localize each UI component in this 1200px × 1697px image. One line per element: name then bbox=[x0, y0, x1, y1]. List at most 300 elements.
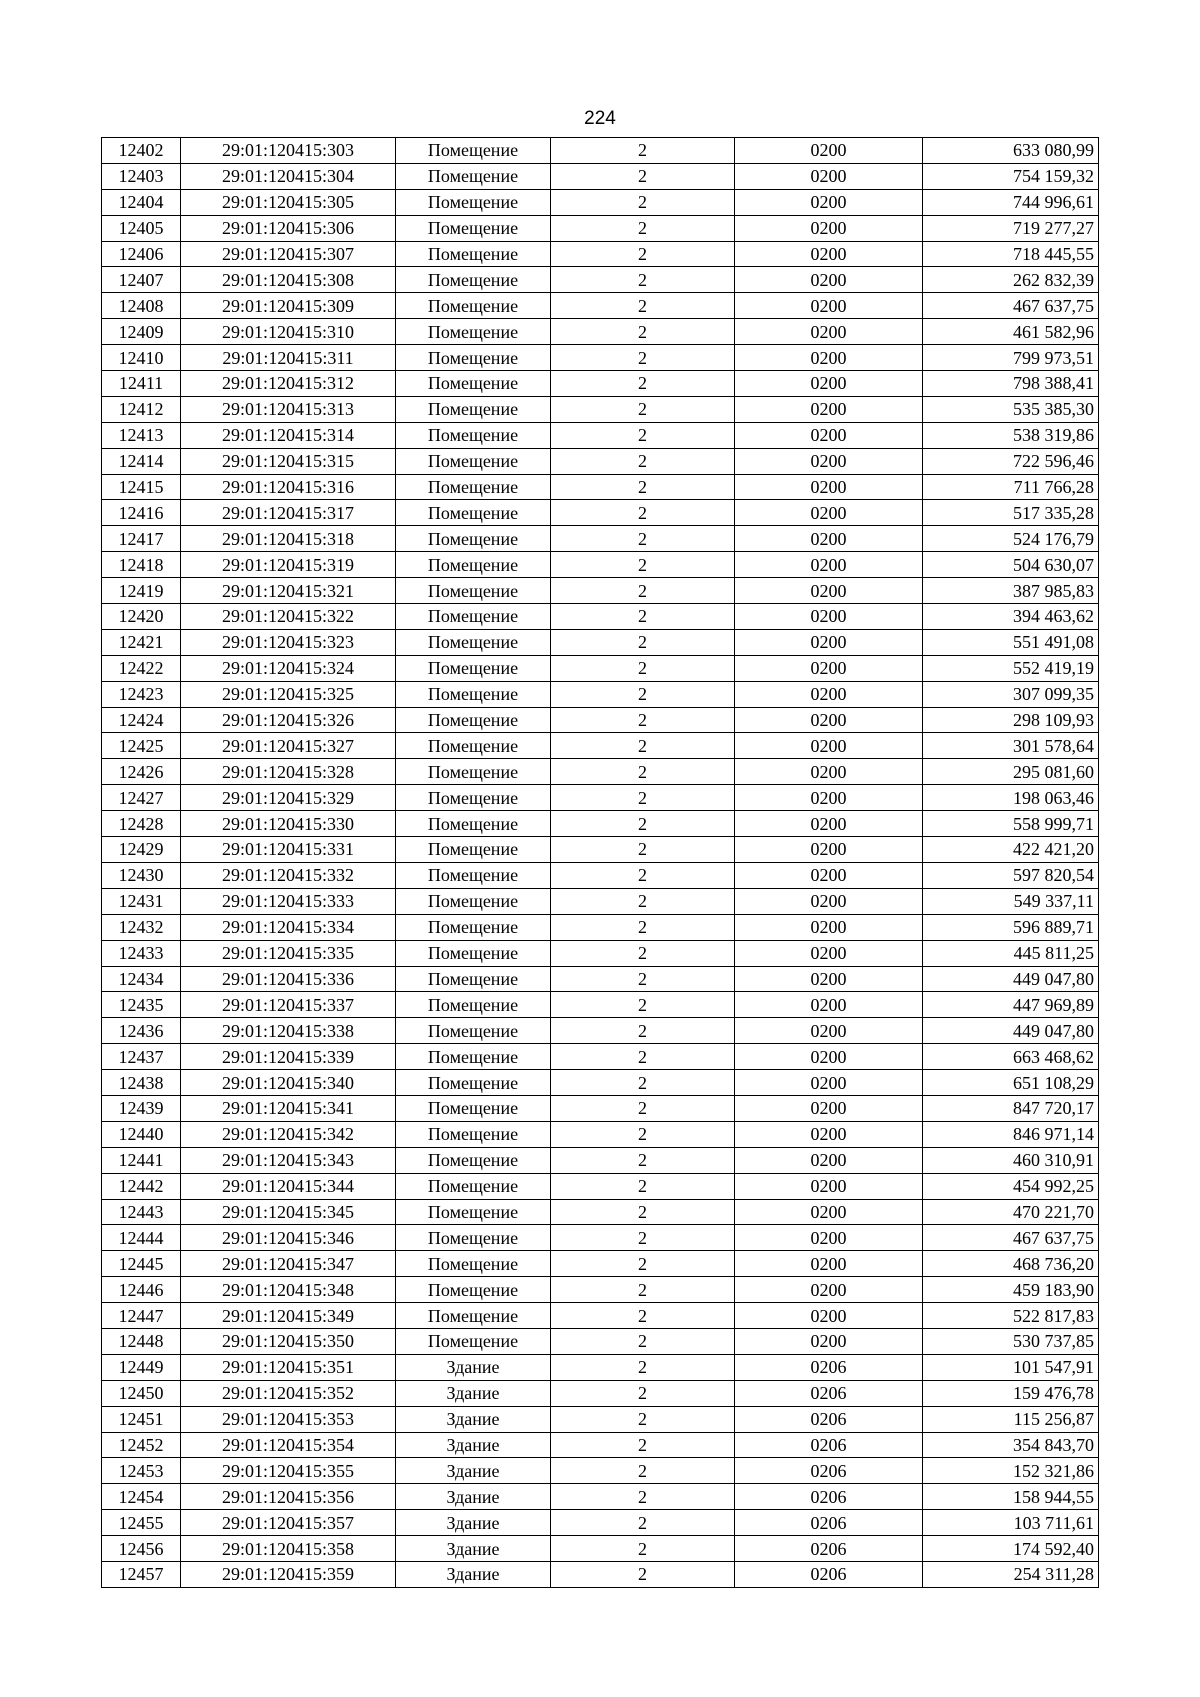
table-row bbox=[102, 163, 1099, 189]
code-cell: 0206 bbox=[735, 1536, 923, 1562]
cadastral-number-cell: 29:01:120415:315 bbox=[181, 448, 396, 474]
table-row bbox=[102, 966, 1099, 992]
row-number-cell: 12448 bbox=[102, 1328, 181, 1354]
cadastral-number-cell: 29:01:120415:336 bbox=[181, 966, 396, 992]
count-cell: 2 bbox=[551, 526, 735, 552]
count-cell: 2 bbox=[551, 1536, 735, 1562]
cadastral-value-cell: 744 996,61 bbox=[923, 189, 1099, 215]
row-number-cell: 12456 bbox=[102, 1536, 181, 1562]
row-number-cell: 12407 bbox=[102, 267, 181, 293]
object-type-cell: Помещение bbox=[396, 966, 551, 992]
object-type-cell: Помещение bbox=[396, 681, 551, 707]
code-cell: 0200 bbox=[735, 267, 923, 293]
cadastral-value-cell: 522 817,83 bbox=[923, 1303, 1099, 1329]
cadastral-number-cell: 29:01:120415:321 bbox=[181, 578, 396, 604]
cadastral-value-cell: 551 491,08 bbox=[923, 629, 1099, 655]
cadastral-number-cell: 29:01:120415:340 bbox=[181, 1070, 396, 1096]
cadastral-number-cell: 29:01:120415:358 bbox=[181, 1536, 396, 1562]
table-row bbox=[102, 1018, 1099, 1044]
cadastral-number-cell: 29:01:120415:339 bbox=[181, 1044, 396, 1070]
row-number-cell: 12442 bbox=[102, 1173, 181, 1199]
code-cell: 0200 bbox=[735, 811, 923, 837]
table-row bbox=[102, 1147, 1099, 1173]
cadastral-value-cell: 307 099,35 bbox=[923, 681, 1099, 707]
cadastral-value-cell: 174 592,40 bbox=[923, 1536, 1099, 1562]
cadastral-number-cell: 29:01:120415:324 bbox=[181, 655, 396, 681]
row-number-cell: 12446 bbox=[102, 1277, 181, 1303]
table-row bbox=[102, 293, 1099, 319]
table-row bbox=[102, 681, 1099, 707]
count-cell: 2 bbox=[551, 1251, 735, 1277]
table-row bbox=[102, 785, 1099, 811]
object-type-cell: Помещение bbox=[396, 1095, 551, 1121]
code-cell: 0200 bbox=[735, 474, 923, 500]
row-number-cell: 12405 bbox=[102, 215, 181, 241]
code-cell: 0200 bbox=[735, 707, 923, 733]
table-row bbox=[102, 319, 1099, 345]
object-type-cell: Здание bbox=[396, 1510, 551, 1536]
page-number: 224 bbox=[584, 108, 616, 129]
cadastral-number-cell: 29:01:120415:311 bbox=[181, 345, 396, 371]
cadastral-number-cell: 29:01:120415:338 bbox=[181, 1018, 396, 1044]
count-cell: 2 bbox=[551, 1147, 735, 1173]
row-number-cell: 12408 bbox=[102, 293, 181, 319]
row-number-cell: 12453 bbox=[102, 1458, 181, 1484]
object-type-cell: Помещение bbox=[396, 759, 551, 785]
cadastral-number-cell: 29:01:120415:314 bbox=[181, 422, 396, 448]
row-number-cell: 12436 bbox=[102, 1018, 181, 1044]
cadastral-value-cell: 558 999,71 bbox=[923, 811, 1099, 837]
code-cell: 0200 bbox=[735, 1095, 923, 1121]
count-cell: 2 bbox=[551, 681, 735, 707]
row-number-cell: 12410 bbox=[102, 345, 181, 371]
table-row bbox=[102, 1380, 1099, 1406]
code-cell: 0200 bbox=[735, 578, 923, 604]
code-cell: 0200 bbox=[735, 1121, 923, 1147]
cadastral-number-cell: 29:01:120415:332 bbox=[181, 862, 396, 888]
code-cell: 0206 bbox=[735, 1561, 923, 1587]
count-cell: 2 bbox=[551, 1070, 735, 1096]
code-cell: 0200 bbox=[735, 319, 923, 345]
cadastral-number-cell: 29:01:120415:304 bbox=[181, 163, 396, 189]
count-cell: 2 bbox=[551, 189, 735, 215]
count-cell: 2 bbox=[551, 966, 735, 992]
cadastral-number-cell: 29:01:120415:355 bbox=[181, 1458, 396, 1484]
cadastral-number-cell: 29:01:120415:303 bbox=[181, 138, 396, 164]
row-number-cell: 12415 bbox=[102, 474, 181, 500]
row-number-cell: 12421 bbox=[102, 629, 181, 655]
object-type-cell: Помещение bbox=[396, 914, 551, 940]
table-row bbox=[102, 1406, 1099, 1432]
code-cell: 0200 bbox=[735, 500, 923, 526]
object-type-cell: Помещение bbox=[396, 422, 551, 448]
count-cell: 2 bbox=[551, 1044, 735, 1070]
code-cell: 0200 bbox=[735, 1147, 923, 1173]
count-cell: 2 bbox=[551, 1095, 735, 1121]
code-cell: 0200 bbox=[735, 629, 923, 655]
row-number-cell: 12450 bbox=[102, 1380, 181, 1406]
count-cell: 2 bbox=[551, 837, 735, 863]
row-number-cell: 12441 bbox=[102, 1147, 181, 1173]
cadastral-value-cell: 454 992,25 bbox=[923, 1173, 1099, 1199]
code-cell: 0200 bbox=[735, 1173, 923, 1199]
table-row bbox=[102, 241, 1099, 267]
cadastral-value-cell: 524 176,79 bbox=[923, 526, 1099, 552]
cadastral-value-cell: 158 944,55 bbox=[923, 1484, 1099, 1510]
count-cell: 2 bbox=[551, 422, 735, 448]
cadastral-number-cell: 29:01:120415:326 bbox=[181, 707, 396, 733]
cadastral-value-cell: 719 277,27 bbox=[923, 215, 1099, 241]
table-row bbox=[102, 811, 1099, 837]
count-cell: 2 bbox=[551, 163, 735, 189]
cadastral-number-cell: 29:01:120415:334 bbox=[181, 914, 396, 940]
table-row bbox=[102, 422, 1099, 448]
table-row bbox=[102, 345, 1099, 371]
table-row bbox=[102, 1044, 1099, 1070]
code-cell: 0200 bbox=[735, 552, 923, 578]
row-number-cell: 12433 bbox=[102, 940, 181, 966]
count-cell: 2 bbox=[551, 396, 735, 422]
count-cell: 2 bbox=[551, 914, 735, 940]
object-type-cell: Помещение bbox=[396, 1277, 551, 1303]
count-cell: 2 bbox=[551, 500, 735, 526]
table-row bbox=[102, 733, 1099, 759]
cadastral-number-cell: 29:01:120415:352 bbox=[181, 1380, 396, 1406]
object-type-cell: Помещение bbox=[396, 371, 551, 397]
cadastral-value-cell: 798 388,41 bbox=[923, 371, 1099, 397]
cadastral-number-cell: 29:01:120415:353 bbox=[181, 1406, 396, 1432]
code-cell: 0200 bbox=[735, 189, 923, 215]
cadastral-value-cell: 552 419,19 bbox=[923, 655, 1099, 681]
object-type-cell: Помещение bbox=[396, 1303, 551, 1329]
cadastral-value-cell: 459 183,90 bbox=[923, 1277, 1099, 1303]
count-cell: 2 bbox=[551, 785, 735, 811]
cadastral-number-cell: 29:01:120415:347 bbox=[181, 1251, 396, 1277]
count-cell: 2 bbox=[551, 1328, 735, 1354]
object-type-cell: Помещение bbox=[396, 1251, 551, 1277]
row-number-cell: 12429 bbox=[102, 837, 181, 863]
cadastral-number-cell: 29:01:120415:317 bbox=[181, 500, 396, 526]
cadastral-number-cell: 29:01:120415:316 bbox=[181, 474, 396, 500]
table-row bbox=[102, 1536, 1099, 1562]
count-cell: 2 bbox=[551, 1199, 735, 1225]
code-cell: 0206 bbox=[735, 1406, 923, 1432]
table-row bbox=[102, 1277, 1099, 1303]
cadastral-value-cell: 663 468,62 bbox=[923, 1044, 1099, 1070]
cadastral-number-cell: 29:01:120415:330 bbox=[181, 811, 396, 837]
code-cell: 0200 bbox=[735, 914, 923, 940]
row-number-cell: 12438 bbox=[102, 1070, 181, 1096]
cadastral-number-cell: 29:01:120415:337 bbox=[181, 992, 396, 1018]
code-cell: 0200 bbox=[735, 655, 923, 681]
object-type-cell: Помещение bbox=[396, 241, 551, 267]
object-type-cell: Помещение bbox=[396, 1070, 551, 1096]
cadastral-number-cell: 29:01:120415:312 bbox=[181, 371, 396, 397]
cadastral-value-cell: 298 109,93 bbox=[923, 707, 1099, 733]
cadastral-number-cell: 29:01:120415:327 bbox=[181, 733, 396, 759]
cadastral-value-cell: 847 720,17 bbox=[923, 1095, 1099, 1121]
table-row bbox=[102, 992, 1099, 1018]
count-cell: 2 bbox=[551, 1018, 735, 1044]
code-cell: 0200 bbox=[735, 163, 923, 189]
cadastral-number-cell: 29:01:120415:348 bbox=[181, 1277, 396, 1303]
code-cell: 0200 bbox=[735, 371, 923, 397]
table-row bbox=[102, 1328, 1099, 1354]
cadastral-number-cell: 29:01:120415:313 bbox=[181, 396, 396, 422]
cadastral-value-cell: 198 063,46 bbox=[923, 785, 1099, 811]
count-cell: 2 bbox=[551, 1121, 735, 1147]
cadastral-value-cell: 387 985,83 bbox=[923, 578, 1099, 604]
cadastral-value-cell: 504 630,07 bbox=[923, 552, 1099, 578]
count-cell: 2 bbox=[551, 215, 735, 241]
count-cell: 2 bbox=[551, 1458, 735, 1484]
object-type-cell: Здание bbox=[396, 1536, 551, 1562]
cadastral-number-cell: 29:01:120415:349 bbox=[181, 1303, 396, 1329]
cadastral-number-cell: 29:01:120415:359 bbox=[181, 1561, 396, 1587]
object-type-cell: Помещение bbox=[396, 396, 551, 422]
object-type-cell: Здание bbox=[396, 1561, 551, 1587]
row-number-cell: 12406 bbox=[102, 241, 181, 267]
object-type-cell: Помещение bbox=[396, 345, 551, 371]
code-cell: 0200 bbox=[735, 681, 923, 707]
cadastral-number-cell: 29:01:120415:323 bbox=[181, 629, 396, 655]
count-cell: 2 bbox=[551, 707, 735, 733]
cadastral-value-cell: 517 335,28 bbox=[923, 500, 1099, 526]
object-type-cell: Помещение bbox=[396, 655, 551, 681]
object-type-cell: Здание bbox=[396, 1432, 551, 1458]
table-row bbox=[102, 1095, 1099, 1121]
cadastral-value-cell: 467 637,75 bbox=[923, 293, 1099, 319]
code-cell: 0200 bbox=[735, 785, 923, 811]
object-type-cell: Помещение bbox=[396, 189, 551, 215]
cadastral-number-cell: 29:01:120415:356 bbox=[181, 1484, 396, 1510]
cadastral-number-cell: 29:01:120415:309 bbox=[181, 293, 396, 319]
cadastral-number-cell: 29:01:120415:351 bbox=[181, 1354, 396, 1380]
code-cell: 0200 bbox=[735, 940, 923, 966]
count-cell: 2 bbox=[551, 267, 735, 293]
table-row bbox=[102, 448, 1099, 474]
object-type-cell: Здание bbox=[396, 1380, 551, 1406]
cadastral-number-cell: 29:01:120415:308 bbox=[181, 267, 396, 293]
code-cell: 0200 bbox=[735, 1044, 923, 1070]
table-row bbox=[102, 552, 1099, 578]
cadastral-number-cell: 29:01:120415:341 bbox=[181, 1095, 396, 1121]
cadastral-value-cell: 467 637,75 bbox=[923, 1225, 1099, 1251]
code-cell: 0206 bbox=[735, 1458, 923, 1484]
cadastral-value-cell: 262 832,39 bbox=[923, 267, 1099, 293]
cadastral-value-cell: 449 047,80 bbox=[923, 966, 1099, 992]
table-row bbox=[102, 215, 1099, 241]
object-type-cell: Помещение bbox=[396, 940, 551, 966]
row-number-cell: 12428 bbox=[102, 811, 181, 837]
code-cell: 0200 bbox=[735, 293, 923, 319]
cadastral-value-cell: 470 221,70 bbox=[923, 1199, 1099, 1225]
cadastral-value-cell: 460 310,91 bbox=[923, 1147, 1099, 1173]
cadastral-value-cell: 115 256,87 bbox=[923, 1406, 1099, 1432]
cadastral-number-cell: 29:01:120415:350 bbox=[181, 1328, 396, 1354]
count-cell: 2 bbox=[551, 811, 735, 837]
cadastral-value-cell: 103 711,61 bbox=[923, 1510, 1099, 1536]
cadastral-value-cell: 633 080,99 bbox=[923, 138, 1099, 164]
cadastral-number-cell: 29:01:120415:325 bbox=[181, 681, 396, 707]
cadastral-value-cell: 718 445,55 bbox=[923, 241, 1099, 267]
row-number-cell: 12424 bbox=[102, 707, 181, 733]
cadastral-value-cell: 101 547,91 bbox=[923, 1354, 1099, 1380]
count-cell: 2 bbox=[551, 992, 735, 1018]
cadastral-number-cell: 29:01:120415:306 bbox=[181, 215, 396, 241]
object-type-cell: Помещение bbox=[396, 319, 551, 345]
code-cell: 0200 bbox=[735, 1199, 923, 1225]
row-number-cell: 12431 bbox=[102, 888, 181, 914]
row-number-cell: 12451 bbox=[102, 1406, 181, 1432]
object-type-cell: Помещение bbox=[396, 500, 551, 526]
row-number-cell: 12417 bbox=[102, 526, 181, 552]
code-cell: 0200 bbox=[735, 1328, 923, 1354]
code-cell: 0200 bbox=[735, 733, 923, 759]
table-row bbox=[102, 1354, 1099, 1380]
count-cell: 2 bbox=[551, 629, 735, 655]
row-number-cell: 12454 bbox=[102, 1484, 181, 1510]
count-cell: 2 bbox=[551, 1277, 735, 1303]
row-number-cell: 12455 bbox=[102, 1510, 181, 1536]
cadastral-number-cell: 29:01:120415:345 bbox=[181, 1199, 396, 1225]
table-row bbox=[102, 888, 1099, 914]
cadastral-value-table bbox=[101, 137, 1099, 1588]
table-row bbox=[102, 1121, 1099, 1147]
cadastral-number-cell: 29:01:120415:310 bbox=[181, 319, 396, 345]
object-type-cell: Помещение bbox=[396, 992, 551, 1018]
table-row bbox=[102, 1510, 1099, 1536]
count-cell: 2 bbox=[551, 1484, 735, 1510]
code-cell: 0206 bbox=[735, 1432, 923, 1458]
object-type-cell: Помещение bbox=[396, 1173, 551, 1199]
count-cell: 2 bbox=[551, 241, 735, 267]
cadastral-value-cell: 535 385,30 bbox=[923, 396, 1099, 422]
object-type-cell: Помещение bbox=[396, 1044, 551, 1070]
cadastral-number-cell: 29:01:120415:342 bbox=[181, 1121, 396, 1147]
table-row bbox=[102, 707, 1099, 733]
count-cell: 2 bbox=[551, 1354, 735, 1380]
object-type-cell: Помещение bbox=[396, 578, 551, 604]
row-number-cell: 12420 bbox=[102, 604, 181, 630]
row-number-cell: 12419 bbox=[102, 578, 181, 604]
table-row bbox=[102, 1303, 1099, 1329]
code-cell: 0200 bbox=[735, 604, 923, 630]
count-cell: 2 bbox=[551, 1225, 735, 1251]
row-number-cell: 12414 bbox=[102, 448, 181, 474]
count-cell: 2 bbox=[551, 1406, 735, 1432]
row-number-cell: 12444 bbox=[102, 1225, 181, 1251]
cadastral-number-cell: 29:01:120415:333 bbox=[181, 888, 396, 914]
code-cell: 0200 bbox=[735, 1070, 923, 1096]
object-type-cell: Здание bbox=[396, 1354, 551, 1380]
cadastral-number-cell: 29:01:120415:357 bbox=[181, 1510, 396, 1536]
object-type-cell: Помещение bbox=[396, 1225, 551, 1251]
object-type-cell: Помещение bbox=[396, 811, 551, 837]
object-type-cell: Помещение bbox=[396, 629, 551, 655]
row-number-cell: 12413 bbox=[102, 422, 181, 448]
row-number-cell: 12447 bbox=[102, 1303, 181, 1329]
row-number-cell: 12423 bbox=[102, 681, 181, 707]
row-number-cell: 12432 bbox=[102, 914, 181, 940]
cadastral-number-cell: 29:01:120415:354 bbox=[181, 1432, 396, 1458]
count-cell: 2 bbox=[551, 888, 735, 914]
count-cell: 2 bbox=[551, 371, 735, 397]
table-row bbox=[102, 1225, 1099, 1251]
cadastral-value-cell: 597 820,54 bbox=[923, 862, 1099, 888]
code-cell: 0200 bbox=[735, 422, 923, 448]
table-row bbox=[102, 526, 1099, 552]
count-cell: 2 bbox=[551, 578, 735, 604]
table-body bbox=[102, 138, 1099, 1588]
table-row bbox=[102, 578, 1099, 604]
object-type-cell: Помещение bbox=[396, 604, 551, 630]
code-cell: 0206 bbox=[735, 1354, 923, 1380]
cadastral-value-cell: 159 476,78 bbox=[923, 1380, 1099, 1406]
count-cell: 2 bbox=[551, 1561, 735, 1587]
table-row bbox=[102, 1432, 1099, 1458]
row-number-cell: 12430 bbox=[102, 862, 181, 888]
cadastral-value-cell: 530 737,85 bbox=[923, 1328, 1099, 1354]
count-cell: 2 bbox=[551, 1173, 735, 1199]
object-type-cell: Помещение bbox=[396, 526, 551, 552]
row-number-cell: 12437 bbox=[102, 1044, 181, 1070]
object-type-cell: Помещение bbox=[396, 1328, 551, 1354]
code-cell: 0200 bbox=[735, 241, 923, 267]
cadastral-value-cell: 711 766,28 bbox=[923, 474, 1099, 500]
code-cell: 0200 bbox=[735, 215, 923, 241]
cadastral-value-cell: 651 108,29 bbox=[923, 1070, 1099, 1096]
object-type-cell: Здание bbox=[396, 1484, 551, 1510]
row-number-cell: 12404 bbox=[102, 189, 181, 215]
code-cell: 0206 bbox=[735, 1510, 923, 1536]
table-row bbox=[102, 1173, 1099, 1199]
object-type-cell: Помещение bbox=[396, 552, 551, 578]
object-type-cell: Помещение bbox=[396, 1199, 551, 1225]
row-number-cell: 12457 bbox=[102, 1561, 181, 1587]
object-type-cell: Помещение bbox=[396, 1147, 551, 1173]
row-number-cell: 12422 bbox=[102, 655, 181, 681]
object-type-cell: Помещение bbox=[396, 215, 551, 241]
count-cell: 2 bbox=[551, 1432, 735, 1458]
code-cell: 0200 bbox=[735, 966, 923, 992]
cadastral-value-cell: 538 319,86 bbox=[923, 422, 1099, 448]
count-cell: 2 bbox=[551, 319, 735, 345]
table-row bbox=[102, 371, 1099, 397]
code-cell: 0200 bbox=[735, 862, 923, 888]
object-type-cell: Помещение bbox=[396, 138, 551, 164]
code-cell: 0200 bbox=[735, 1303, 923, 1329]
cadastral-value-cell: 461 582,96 bbox=[923, 319, 1099, 345]
table-row bbox=[102, 1458, 1099, 1484]
row-number-cell: 12449 bbox=[102, 1354, 181, 1380]
row-number-cell: 12416 bbox=[102, 500, 181, 526]
row-number-cell: 12411 bbox=[102, 371, 181, 397]
cadastral-number-cell: 29:01:120415:305 bbox=[181, 189, 396, 215]
count-cell: 2 bbox=[551, 345, 735, 371]
table-row bbox=[102, 1070, 1099, 1096]
count-cell: 2 bbox=[551, 448, 735, 474]
object-type-cell: Помещение bbox=[396, 1121, 551, 1147]
row-number-cell: 12440 bbox=[102, 1121, 181, 1147]
cadastral-value-cell: 846 971,14 bbox=[923, 1121, 1099, 1147]
object-type-cell: Помещение bbox=[396, 862, 551, 888]
code-cell: 0200 bbox=[735, 759, 923, 785]
table-row bbox=[102, 1561, 1099, 1587]
code-cell: 0206 bbox=[735, 1380, 923, 1406]
object-type-cell: Помещение bbox=[396, 448, 551, 474]
code-cell: 0200 bbox=[735, 345, 923, 371]
